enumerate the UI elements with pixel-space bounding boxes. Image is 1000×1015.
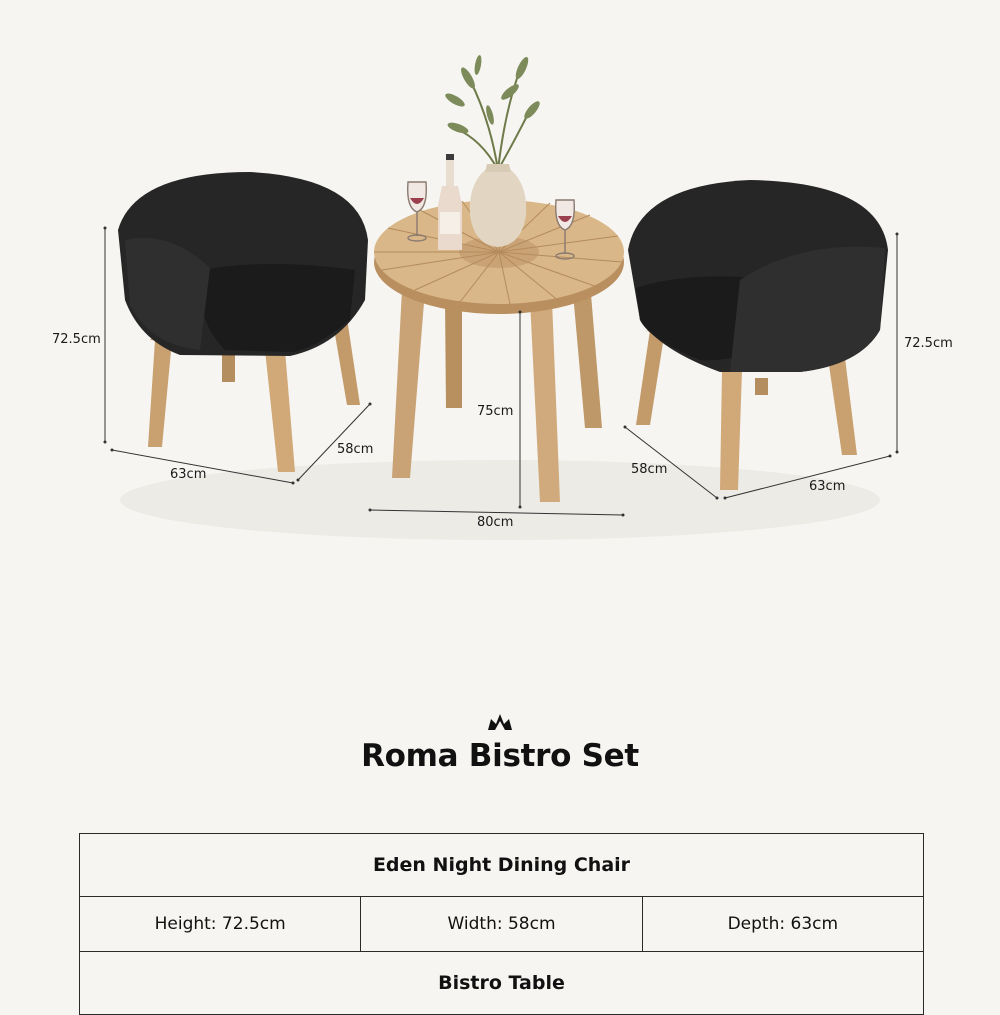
table-diameter-label: 80cm: [477, 515, 514, 530]
chair-title-cell: Eden Night Dining Chair: [80, 834, 924, 897]
right-chair-depth-label: 58cm: [631, 462, 668, 477]
chair-height-cell: Height: 72.5cm: [80, 897, 361, 952]
wine-bottle: [438, 154, 462, 250]
left-chair-width-label: 63cm: [170, 467, 207, 482]
chair-depth-cell: Depth: 63cm: [642, 897, 923, 952]
table-height-label: 75cm: [477, 404, 514, 419]
right-chair: [628, 180, 888, 490]
right-chair-height-label: 72.5cm: [904, 336, 953, 351]
table-title-cell: Bistro Table: [80, 952, 924, 1015]
left-chair-depth-label: 58cm: [337, 442, 374, 457]
left-chair: [118, 172, 368, 472]
left-chair-height-label: 72.5cm: [52, 332, 101, 347]
spec-table: [79, 833, 924, 1015]
crown-icon: [486, 712, 514, 734]
chair-dimensions-row: [80, 897, 924, 952]
product-title: Roma Bistro Set: [361, 738, 639, 774]
chair-width-cell: Width: 58cm: [361, 897, 642, 952]
right-chair-width-label: 63cm: [809, 479, 846, 494]
table-header-row: [80, 952, 924, 1015]
chair-header-row: [80, 834, 924, 897]
